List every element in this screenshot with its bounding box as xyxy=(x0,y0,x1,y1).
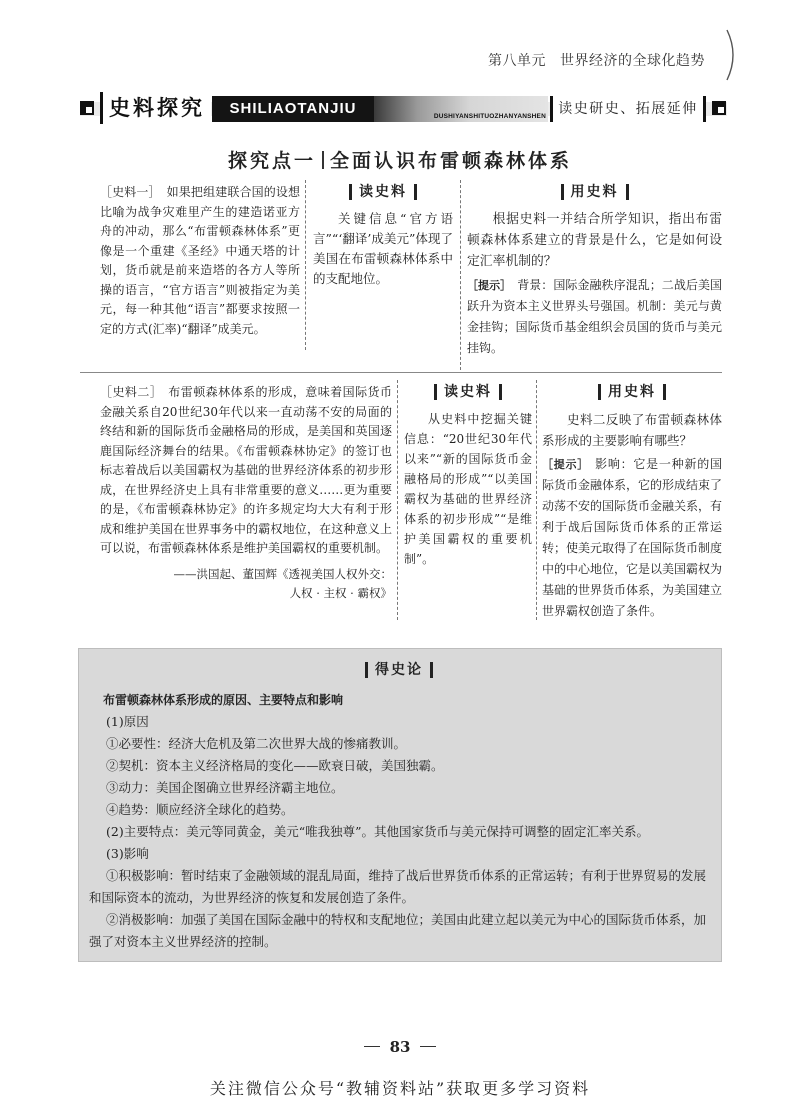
read-label: 读史料 xyxy=(349,184,417,200)
hint-text: 影响：它是一种新的国际货币金融体系，它的形成结束了动荡不安的国际货币金融关系，有利于战后国际货币体系的正常运转；使美元取得了在国际货币制度中的中心地位，它是以美国霸权为基础的世界货币体系，为美国建立世界霸权创造了条件。 xyxy=(542,457,723,618)
source-column-2 xyxy=(100,383,392,603)
hint-tag: ［提示］ xyxy=(467,279,512,292)
read-column-2 xyxy=(404,383,532,569)
page-number xyxy=(0,1038,800,1056)
source-tag: ［史料二］ xyxy=(100,385,163,399)
topic-title xyxy=(0,146,800,173)
column-divider xyxy=(305,180,306,350)
banner-square-icon-right xyxy=(712,101,726,115)
conclusion-item: ②消极影响：加强了美国在国际金融中的特权和支配地位；美国由此建立起以美元为中心的国际货币体系，加强了对资本主义世界经济的控制。 xyxy=(89,912,707,949)
hint-paragraph xyxy=(467,275,722,359)
conclusion-item: (3)影响 xyxy=(106,846,149,861)
banner-gradient-band xyxy=(374,96,548,122)
banner-small-pinyin: DUSHIYANSHITUOZHANYANSHEN xyxy=(433,113,546,120)
topic-heading: 全面认识布雷顿森林体系 xyxy=(330,150,573,172)
read-text: 从史料中挖掘关键信息：“20世纪30年代以来”“新的国际货币金融格局的形成”“以美国霸权为基础的世界经济体系的初步形成”“是维护美国霸权的重要机制”。 xyxy=(404,412,532,566)
read-label-wrap xyxy=(313,183,453,205)
source-paragraph xyxy=(100,383,392,559)
conclusion-box xyxy=(78,648,722,962)
conclusion-item: (1)原因 xyxy=(106,714,149,729)
use-column-1 xyxy=(467,183,722,359)
column-divider xyxy=(536,380,537,620)
read-label: 读史料 xyxy=(434,384,502,400)
use-question: 史料二反映了布雷顿森林体系形成的主要影响有哪些？ xyxy=(542,412,722,448)
conclusion-item: ①必要性：经济大危机及第二次世界大战的惨痛教训。 xyxy=(106,736,407,751)
use-question: 根据史料一并结合所学知识，指出布雷顿森林体系建立的背景是什么，它是如何设定汇率机制的？ xyxy=(467,212,722,269)
unit-label: 第八单元 xyxy=(488,53,546,69)
conclusion-heading: 布雷顿森林体系形成的原因、主要特点和影响 xyxy=(103,693,344,707)
conclusion-item: ②契机：资本主义经济格局的变化——欧衰日破，美国独霸。 xyxy=(106,758,444,773)
use-label-wrap xyxy=(542,383,722,405)
source-paragraph xyxy=(100,183,300,339)
use-column-2 xyxy=(542,383,722,622)
citation-line-1: ——洪国起、董国辉《透视美国人权外交： xyxy=(173,566,392,581)
read-text: 关键信息“官方语言”“‘翻译’成美元”体现了美国在布雷顿森林体系中的支配地位。 xyxy=(313,211,453,286)
banner-square-icon xyxy=(80,101,94,115)
hint-tag: ［提示］ xyxy=(542,458,590,471)
section-banner xyxy=(80,92,727,126)
page-number-dash-right xyxy=(420,1046,436,1047)
page-header xyxy=(488,50,705,70)
unit-title: 世界经济的全球化趋势 xyxy=(560,53,705,69)
conclusion-label: 得史论 xyxy=(365,662,433,678)
hint-text: 背景：国际金融秩序混乱；二战后美国跃升为资本主义世界头号强国。机制：美元与黄金挂钩；国际货币基金组织会员国的货币与美元挂钩。 xyxy=(467,278,722,355)
source-text: 如果把组建联合国的设想比喻为战争灾难里产生的建造诺亚方舟的冲动，那么“布雷顿森林体系”更像是一个重建《圣经》中通天塔的计划，货币就是前来造塔的各方人等所操的语言，“官方语言”则被指定为美元，每一种其他“语言”都要求按照一定的方式(汇率)“翻译”成美元。 xyxy=(100,185,300,336)
column-divider xyxy=(460,180,461,370)
page-corner-bracket-icon xyxy=(722,28,742,82)
banner-pinyin: SHILIAOTANJIU xyxy=(212,96,374,122)
conclusion-label-wrap xyxy=(89,659,709,683)
use-label: 用史料 xyxy=(561,184,629,200)
conclusion-item: (2)主要特点：美元等同黄金，美元“唯我独尊”。其他国家货币与美元保持可调整的固定汇率关系。 xyxy=(106,824,649,839)
conclusion-item: ①积极影响：暂时结束了金融领域的混乱局面，维持了战后世界货币体系的正常运转；有利于世界贸易的发展和国际资本的流动，为世界经济的恢复和发展创造了条件。 xyxy=(89,868,707,905)
use-label-wrap xyxy=(467,183,722,205)
section-divider xyxy=(80,372,722,373)
banner-title: 史料探究 xyxy=(100,92,211,124)
column-divider xyxy=(397,380,398,620)
topic-label: 探究点一 xyxy=(227,150,316,172)
hint-paragraph xyxy=(542,454,722,622)
page-number-value: 83 xyxy=(389,1038,411,1056)
source-text: 布雷顿森林体系的形成，意味着国际货币金融关系自20世纪30年代以来一直动荡不安的局面的终结和新的国际货币金融格局的形成，是美国和英国逐鹿国际经济舞台的结果。《布雷顿森林协定》的签订也标志着战后以美国霸权为基础的世界经济体系的初步形成，在世界经济史上具有非常重要的意义……更为重要的是，《布雷顿森林协定》的许多规定均大大有利于形成和维护美国在世界事务中的霸权地位，在这种意义上可以说，布雷顿森林体系是维护美国霸权的重要机制。 xyxy=(100,385,392,555)
read-label-wrap xyxy=(404,383,532,405)
banner-slogan: 读史研史、拓展延伸 xyxy=(550,96,706,122)
read-column-1 xyxy=(313,183,453,289)
citation-line-2: 人权 · 主权 · 霸权》 xyxy=(289,585,392,600)
conclusion-item: ④趋势：顺应经济全球化的趋势。 xyxy=(106,802,294,817)
page-number-dash-left xyxy=(364,1046,380,1047)
footer-note: 关注微信公众号“教辅资料站”获取更多学习资料 xyxy=(209,1079,591,1098)
use-label: 用史料 xyxy=(598,384,666,400)
conclusion-item: ③动力：美国企图确立世界经济霸主地位。 xyxy=(106,780,344,795)
source-column-1 xyxy=(100,183,300,339)
topic-separator xyxy=(322,151,324,169)
source-tag: ［史料一］ xyxy=(100,185,161,199)
